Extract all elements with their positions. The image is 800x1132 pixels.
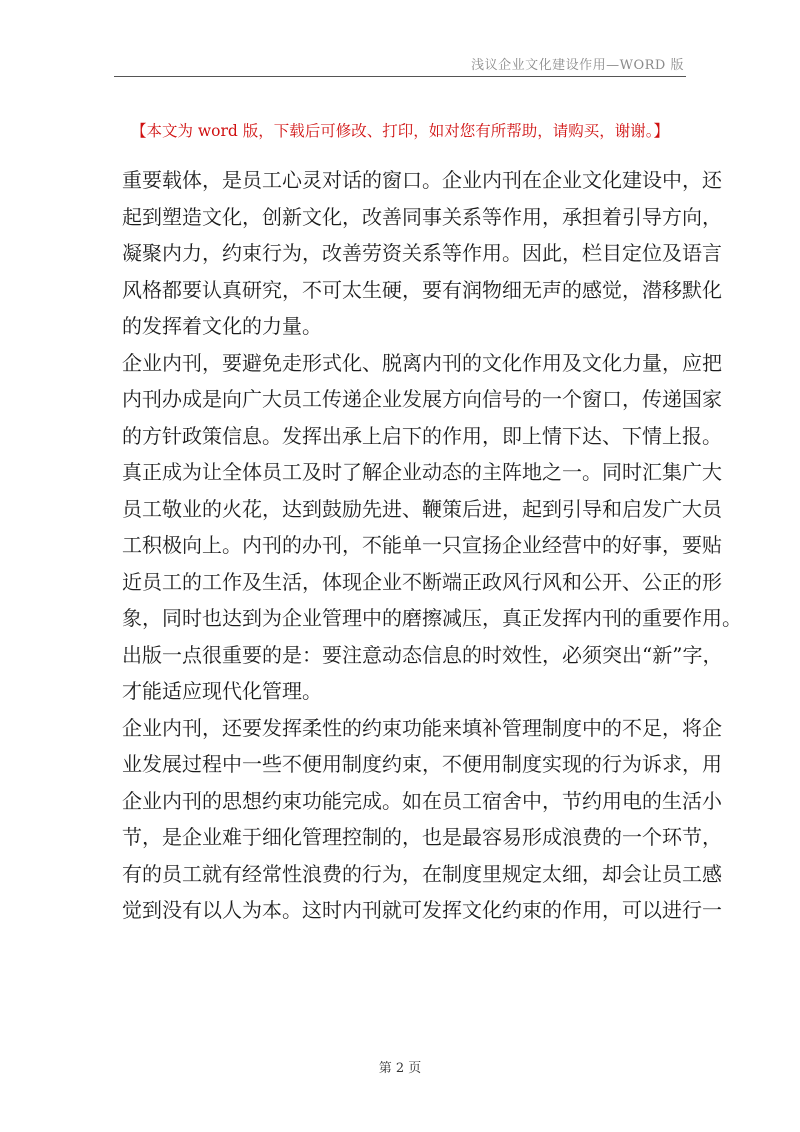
text-line: 近员工的工作及生活，体现企业不断端正政风行风和公开、公正的形 (122, 569, 722, 594)
text-line: 起到塑造文化，创新文化，改善同事关系等作用，承担着引导方向， (122, 204, 722, 229)
download-notice: 【本文为 word 版，下载后可修改、打印，如对您有所帮助，请购买，谢谢。】 (130, 122, 670, 140)
text-line: 风格都要认真研究，不可太生硬，要有润物细无声的感觉，潜移默化 (122, 277, 722, 302)
text-line: 有的员工就有经常性浪费的行为，在制度里规定太细，却会让员工感 (122, 861, 722, 886)
text-line: 觉到没有以人为本。这时内刊就可发挥文化约束的作用，可以进行一 (122, 898, 722, 922)
text-line: 工积极向上。内刊的办刊，不能单一只宣扬企业经营中的好事，要贴 (122, 533, 722, 557)
paragraph-3 (122, 710, 722, 929)
text-line: 企业内刊，还要发挥柔性的约束功能来填补管理制度中的不足，将企 (122, 715, 722, 740)
text-line: 的发挥着文化的力量。 (122, 314, 322, 338)
text-line: 的方针政策信息。发挥出承上启下的作用，即上情下达、下情上报。 (122, 423, 722, 448)
text-line: 企业内刊，要避免走形式化、脱离内刊的文化作用及文化力量，应把 (122, 350, 722, 375)
header-title: 浅议企业文化建设作用—WORD 版 (471, 58, 684, 73)
text-line: 企业内刊的思想约束功能完成。如在员工宿舍中，节约用电的生活小 (122, 788, 722, 813)
text-line: 重要载体，是员工心灵对话的窗口。企业内刊在企业文化建设中，还 (122, 168, 722, 192)
page-number: 第 2 页 (378, 1061, 422, 1076)
header-divider (114, 76, 686, 77)
paragraph-1 (122, 162, 722, 345)
text-line: 真正成为让全体员工及时了解企业动态的主阵地之一。同时汇集广大 (122, 460, 722, 484)
text-line: 业发展过程中一些不便用制度约束，不便用制度实现的行为诉求，用 (122, 752, 722, 776)
text-line: 出版一点很重要的是：要注意动态信息的时效性，必须突出“新”字， (122, 642, 723, 667)
text-line: 才能适应现代化管理。 (122, 679, 322, 703)
text-line: 员工敬业的火花，达到鼓励先进、鞭策后进，起到引导和启发广大员 (122, 496, 722, 521)
text-line: 象，同时也达到为企业管理中的磨擦减压，真正发挥内刊的重要作用。 (122, 606, 742, 630)
paragraph-2 (122, 345, 742, 710)
document-body (122, 162, 742, 929)
text-line: 节，是企业难于细化管理控制的，也是最容易形成浪费的一个环节， (122, 825, 722, 849)
text-line: 内刊办成是向广大员工传递企业发展方向信号的一个窗口，传递国家 (122, 387, 722, 411)
text-line: 凝聚内力，约束行为，改善劳资关系等作用。因此，栏目定位及语言 (122, 241, 722, 265)
